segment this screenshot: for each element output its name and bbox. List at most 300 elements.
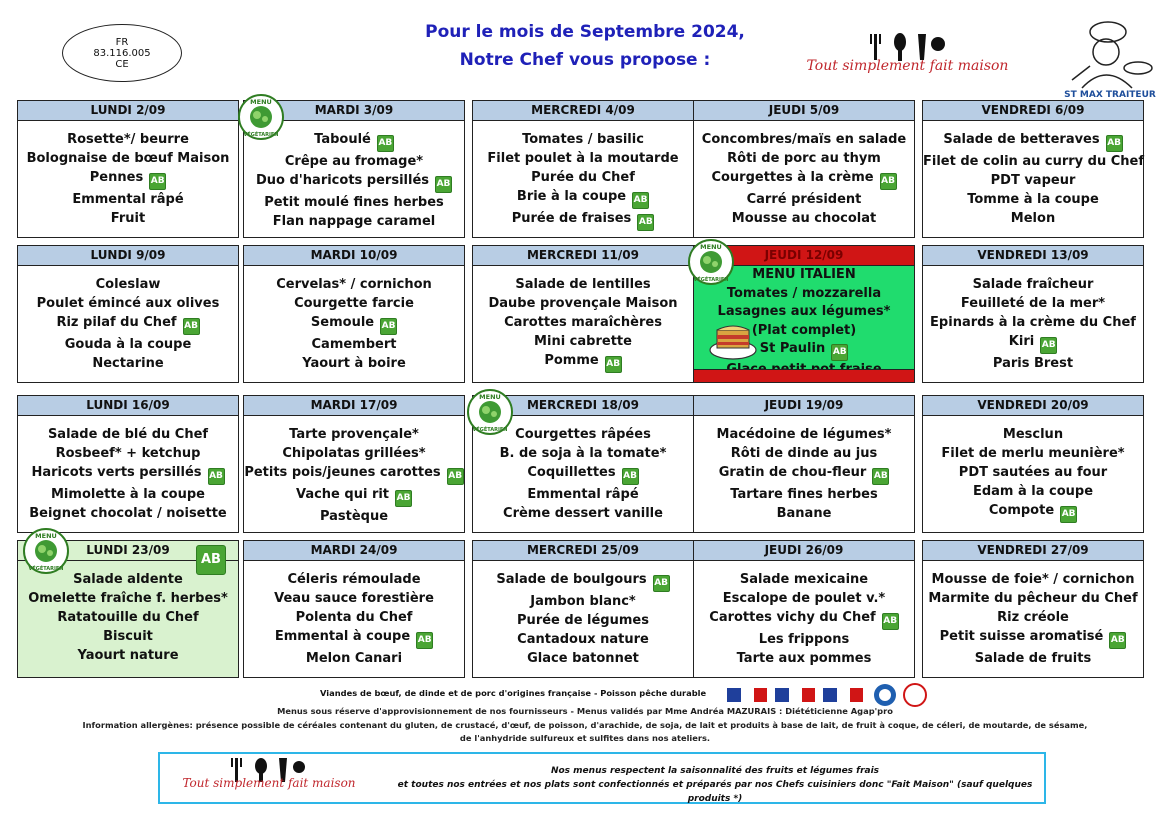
menu-item [473,611,693,630]
menu-item-label: Petits pois/jeunes carottes [244,465,441,480]
day-header: LUNDI 23/09 [18,541,238,561]
menu-item-label: Salade de betteraves [943,132,1100,147]
menu-item [244,193,464,212]
menu-item-label: Haricots verts persillés [31,465,202,480]
menu-item-label: Emmental râpé [72,192,184,207]
menu-item [473,570,693,592]
bio-ab-icon: AB [831,344,848,361]
menu-item [923,463,1143,482]
menu-item [923,570,1143,589]
allergen-note: Information allergènes: présence possible de céréales contenant du gluten, de crustacé, d'œuf, de poisson, d'arachide, de soja, de lait et produits à base de lait, de fruit à coque, de céleri, de moutarde, de sésame, [82,720,1088,730]
title-line-2: Notre Chef vous propose : [459,50,711,70]
menu-item-label: Purée de fraises [511,211,632,226]
menu-item [694,190,914,209]
menu-item-label: Emmental râpé [527,487,639,502]
day-cell [922,100,1144,238]
menu-item-label: Rôti de dinde au jus [730,446,878,461]
menu-item [923,627,1143,649]
menu-item [473,504,693,523]
menu-item-label: Tarte aux pommes [736,651,872,666]
menu-item [694,425,914,444]
day-header: LUNDI 9/09 [18,246,238,266]
menu-item-label: Epinards à la crème du Chef [930,315,1136,330]
day-header: LUNDI 16/09 [18,396,238,416]
day-header: MERCREDI 4/09 [473,101,693,121]
menu-item [244,335,464,354]
menu-item-label: Mousse de foie* / cornichon [931,572,1135,587]
menu-item-label: Edam à la coupe [972,484,1094,499]
menu-item [18,504,238,523]
menu-item [473,149,693,168]
menu-item-label: Courgettes à la crème [711,170,874,185]
day-menu [244,266,464,373]
menu-item-label: Mousse au chocolat [731,211,877,226]
day-cell [17,245,239,383]
menu-item [473,275,693,294]
fait-maison-mini-logo [164,756,374,802]
day-menu [694,561,914,668]
menu-item-label: Gouda à la coupe [64,337,192,352]
menu-item [473,630,693,649]
menu-item [923,589,1143,608]
day-menu [923,121,1143,228]
menu-item-label: Salade de fruits [974,651,1092,666]
menu-item-label: Petit suisse aromatisé [939,629,1104,644]
menu-item-label: Bolognaise de bœuf Maison [26,151,230,166]
menu-item-label: Taboulé [314,132,371,147]
menu-item [244,313,464,335]
menu-item [244,589,464,608]
day-cell [922,245,1144,383]
allergen-note-2: de l'anhydride sulfureux et sulfites dans nos ateliers. [459,733,711,743]
menu-item-label: Salade aldente [73,572,183,587]
menu-item [694,463,914,485]
menu-item-label: Coleslaw [95,277,161,292]
menu-item-label: Yaourt à boire [302,356,406,371]
day-menu [473,121,693,231]
menu-item [923,649,1143,668]
svg-text:MENU: MENU [700,243,722,251]
menu-item-label: Filet de merlu meunière* [941,446,1125,461]
menu-item-label: Pastèque [319,509,389,524]
svg-text:VÉGÉTARIEN: VÉGÉTARIEN [472,427,508,433]
menu-item-label: Paris Brest [992,356,1074,371]
menu-item-label: Pennes [89,170,144,185]
menu-item-label: Tarte provençale* [289,427,419,442]
menu-item-label: St Paulin [759,341,826,356]
day-menu [244,416,464,526]
bio-ab-icon: AB [447,468,464,485]
day-menu [18,266,238,373]
menu-item-label: Riz créole [997,610,1069,625]
menu-item-label: Petit moulé fines herbes [264,195,444,210]
menu-item [244,275,464,294]
day-header: MARDI 3/09 [244,101,464,121]
menu-item [244,425,464,444]
badge-number: 83.116.005 [93,47,151,59]
menu-item [18,294,238,313]
fait-maison-box [158,752,1046,804]
day-header: MERCREDI 18/09 [473,396,693,416]
menu-item [694,504,914,523]
fait-maison-logo [790,30,1025,90]
day-header: MARDI 24/09 [244,541,464,561]
menu-item [923,608,1143,627]
menu-item-label: Rosbeef* + ketchup [55,446,201,461]
menu-item [473,168,693,187]
menu-item [18,313,238,335]
day-menu [923,266,1143,373]
day-header: JEUDI 12/09 [694,246,914,266]
menu-item-label: Melon [1010,211,1056,226]
menu-item-label: Courgettes râpées [515,427,651,442]
menu-item-label: Feuilleté de la mer* [960,296,1106,311]
menu-item [473,332,693,351]
menu-item-label: Lasagnes aux légumes* [717,304,891,319]
menu-item-label: Filet de colin au curry du Chef [923,154,1145,169]
day-cell [922,540,1144,678]
svg-text:MENU: MENU [250,98,272,106]
lasagna-plate-icon [708,316,758,362]
menu-item-label: Vache qui rit [295,487,390,502]
bio-ab-icon: AB [882,613,899,630]
day-cell [922,395,1144,533]
menu-item [694,649,914,668]
menu-item-label: Cervelas* / cornichon [276,277,432,292]
menu-item [244,627,464,649]
menu-vegetarien-icon [238,94,284,140]
svg-text:VÉGÉTARIEN: VÉGÉTARIEN [28,566,64,572]
menu-item [473,130,693,149]
menu-item-label: Salade de lentilles [515,277,651,292]
menu-item [923,354,1143,373]
menu-item [18,354,238,373]
menu-vegetarien-icon [467,389,513,435]
day-menu [923,416,1143,523]
menu-item [473,592,693,611]
bio-ab-icon: AB [632,192,649,209]
menu-item [694,444,914,463]
day-header: MARDI 17/09 [244,396,464,416]
menu-item [694,608,914,630]
menu-item-label: Biscuit [103,629,153,644]
day-cell [693,395,915,533]
day-cell [693,540,915,678]
menu-item-label: Veau sauce forestière [274,591,434,606]
menu-item-label: Jambon blanc* [530,594,636,609]
menu-item-label: Camembert [311,337,397,352]
day-header: JEUDI 19/09 [694,396,914,416]
menu-item-label: Beignet chocolat / noisette [29,506,227,521]
bio-ab-icon: AB [377,135,394,152]
bio-ab-icon: AB [637,214,654,231]
menu-item [473,313,693,332]
menu-item-label: Riz pilaf du Chef [56,315,177,330]
day-cell [17,395,239,533]
menu-item-label: Cantadoux nature [517,632,649,647]
menu-item [923,425,1143,444]
menu-item [244,608,464,627]
page-title [395,18,775,74]
menu-item-label: Salade mexicaine [739,572,869,587]
menu-item [923,130,1143,152]
day-menu [18,561,238,665]
menu-item-label: Ratatouille du Chef [57,610,199,625]
title-line-1: Pour le mois de Septembre 2024, [425,22,745,42]
origin-labels-icon [725,682,940,708]
menu-item [694,485,914,504]
day-cell [472,100,694,238]
menu-item [694,149,914,168]
badge-country: FR [115,36,129,48]
menu-item-label: MENU ITALIEN [752,267,856,282]
day-header: MARDI 10/09 [244,246,464,266]
bio-ab-icon: AB [183,318,200,335]
bio-ab-icon: AB [605,356,622,373]
menu-item-label: Glace batonnet [527,651,639,666]
menu-item-label: Banane [776,506,832,521]
menu-item-label: Coquillettes [527,465,616,480]
svg-text:MENU: MENU [479,393,501,401]
menu-item-label: Poulet émincé aux olives [36,296,220,311]
day-cell [17,100,239,238]
menu-item [18,608,238,627]
menu-item [923,171,1143,190]
menu-item-label: Mini cabrette [534,334,632,349]
menu-item [18,646,238,665]
menu-item [18,130,238,149]
certification-badge [62,24,182,82]
mini-tagline: Tout simplement fait maison [182,776,356,790]
bio-ab-icon: AB [208,468,225,485]
bio-ab-icon: AB [196,545,226,575]
menu-item-label: Duo d'haricots persillés [256,173,429,188]
menu-item [18,275,238,294]
menu-item-label: Semoule [310,315,375,330]
menu-item-label: Mimolette à la coupe [51,487,205,502]
day-cell [693,100,915,238]
caterer-name: ST MAX TRAITEUR [1064,90,1156,100]
day-header: MERCREDI 11/09 [473,246,693,266]
menu-item-label: Daube provençale Maison [488,296,678,311]
menu-item [244,570,464,589]
menu-item [18,425,238,444]
menu-item [244,444,464,463]
box-line-1: Nos menus respectent la saisonnalité des fruits et légumes frais [550,766,880,776]
day-header: VENDREDI 27/09 [923,541,1143,561]
menu-item [923,275,1143,294]
menu-item [473,649,693,668]
menu-item [923,209,1143,228]
menu-item [244,485,464,507]
menu-item-label: Pomme [544,353,599,368]
menu-item-label: Rôti de porc au thym [727,151,881,166]
bio-ab-icon: AB [416,632,433,649]
menu-item-label: Crème dessert vanille [503,506,663,521]
menu-item-label: B. de soja à la tomate* [499,446,667,461]
menu-item-label: PDT vapeur [990,173,1076,188]
menu-item [694,168,914,190]
menu-item [244,507,464,526]
menu-item [473,463,693,485]
menu-item-label: Tomme à la coupe [967,192,1099,207]
menu-item [18,168,238,190]
validation-note: Menus sous réserve d'approvisionnement de nos fournisseurs - Menus validés par Mme Andréa MAZURAIS : Diététicienne Agap'pro [277,706,893,716]
menu-item [18,463,238,485]
menu-item [923,313,1143,332]
menu-item-label: Gratin de chou-fleur [718,465,867,480]
menu-item-label: Tomates / basilic [522,132,644,147]
menu-item [923,152,1143,171]
menu-item-label: Polenta du Chef [295,610,413,625]
menu-item-label: Carré président [746,192,862,207]
day-cell [243,245,465,383]
bio-ab-icon: AB [380,318,397,335]
menu-item-label: Flan nappage caramel [272,214,436,229]
bio-ab-icon: AB [1109,632,1126,649]
menu-item-label: Emmental à coupe [274,629,411,644]
menu-item [18,627,238,646]
day-menu [18,416,238,523]
day-header: LUNDI 2/09 [18,101,238,121]
menu-item [694,130,914,149]
menu-item [18,485,238,504]
menu-item-label: Concombres/maïs en salade [701,132,907,147]
bio-ab-icon: AB [622,468,639,485]
menu-item [18,335,238,354]
day-menu [923,561,1143,668]
menu-item-label: Chipolatas grillées* [282,446,426,461]
menu-item-label: Brie à la coupe [516,189,627,204]
italian-bottom-bar [694,369,914,382]
menu-item-label: (Plat complet) [751,322,857,338]
menu-item [244,649,464,668]
menu-item [244,152,464,171]
day-menu [473,266,693,373]
menu-item [694,209,914,228]
badge-ce: CE [115,58,129,70]
menu-item-label: Melon Canari [305,651,403,666]
menu-item [694,630,914,649]
day-menu [473,561,693,668]
svg-text:VÉGÉTARIEN: VÉGÉTARIEN [693,277,729,283]
menu-item [473,294,693,313]
menu-item [18,149,238,168]
menu-item [244,171,464,193]
bio-ab-icon: AB [1040,337,1057,354]
menu-item [244,463,464,485]
menu-item [18,444,238,463]
menu-item-label: Carottes maraîchères [504,315,662,330]
menu-item-label: Macédoine de légumes* [716,427,892,442]
menu-item-label: Escalope de poulet v.* [722,591,886,606]
day-cell [243,395,465,533]
fait-maison-text [390,764,1040,806]
menu-item-label: Purée de légumes [517,613,649,628]
bio-ab-icon: AB [1060,506,1077,523]
menu-item-label: Omelette fraîche f. herbes* [28,591,228,606]
day-header: MERCREDI 25/09 [473,541,693,561]
day-header: JEUDI 5/09 [694,101,914,121]
bio-ab-icon: AB [435,176,452,193]
menu-item [473,209,693,231]
day-header: VENDREDI 13/09 [923,246,1143,266]
menu-item-label: Crêpe au fromage* [284,154,424,169]
menu-item-label: PDT sautées au four [958,465,1108,480]
menu-item-label: Salade de blé du Chef [47,427,209,442]
menu-item [18,589,238,608]
menu-item [18,209,238,228]
svg-text:MENU: MENU [35,532,57,540]
menu-item-label: Les frippons [758,632,850,647]
day-cell [243,540,465,678]
menu-item-label: Filet poulet à la moutarde [487,151,679,166]
menu-item-label: Carottes vichy du Chef [709,610,876,625]
day-header: JEUDI 26/09 [694,541,914,561]
menu-item [473,351,693,373]
day-header: VENDREDI 20/09 [923,396,1143,416]
menu-item [923,190,1143,209]
day-cell [472,245,694,383]
day-menu [694,416,914,523]
menu-item [473,187,693,209]
menu-item [923,501,1143,523]
menu-item [473,444,693,463]
menu-item [244,354,464,373]
day-menu [18,121,238,228]
tagline: Tout simplement fait maison [806,58,1009,74]
bio-ab-icon: AB [872,468,889,485]
menu-item [923,294,1143,313]
menu-item-label: Tartare fines herbes [730,487,878,502]
menu-vegetarien-icon [688,239,734,285]
menu-item-label: Fruit [110,211,146,226]
menu-item [923,444,1143,463]
day-menu [244,561,464,668]
day-cell [472,540,694,678]
menu-item-label: Salade fraîcheur [972,277,1094,292]
menu-item [244,212,464,231]
menu-item [18,190,238,209]
menu-item-label: Salade de boulgours [496,572,647,587]
bio-ab-icon: AB [1106,135,1123,152]
bio-ab-icon: AB [149,173,166,190]
menu-item-label: Rosette*/ beurre [67,132,189,147]
menu-item-label: Céleris rémoulade [287,572,421,587]
menu-item [923,332,1143,354]
menu-item-label: Kiri [1008,334,1035,349]
menu-vegetarien-icon [23,528,69,574]
menu-item [694,589,914,608]
menu-item [923,482,1143,501]
menu-item [694,570,914,589]
menu-item [473,485,693,504]
menu-item [694,285,914,304]
menu-item-label: Purée du Chef [531,170,635,185]
menu-item-label: Tomates / mozzarella [726,285,882,301]
bio-ab-icon: AB [880,173,897,190]
svg-text:VÉGÉTARIEN: VÉGÉTARIEN [243,132,279,138]
day-header: VENDREDI 6/09 [923,101,1143,121]
menu-item-label: Courgette farcie [294,296,414,311]
menu-item [244,294,464,313]
chef-icon [1060,18,1160,90]
caterer-logo [1060,18,1160,100]
menu-item-label: Nectarine [92,356,164,371]
origin-note: Viandes de bœuf, de dinde et de porc d'origines française - Poisson pêche durable [320,688,707,698]
bio-ab-icon: AB [395,490,412,507]
menu-item-label: Marmite du pêcheur du Chef [928,591,1138,606]
